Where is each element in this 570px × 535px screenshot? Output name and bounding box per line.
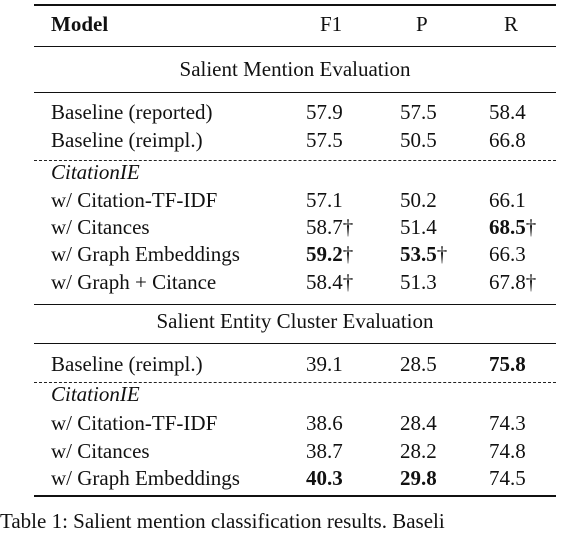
value-f1: 40.3 (306, 466, 343, 490)
cell-r (489, 126, 526, 154)
cell-f1 (306, 240, 353, 268)
model-name: w/ Citances (51, 439, 150, 463)
group-label-cluster (34, 380, 556, 408)
table-caption: Table 1: Salient mention classification results. Baseli (0, 509, 445, 533)
value-f1: 39.1 (306, 352, 343, 376)
section-title-cluster: Salient Entity Cluster Evaluation (156, 309, 434, 333)
section-rule-cluster (34, 343, 556, 344)
cell-p (400, 350, 437, 378)
value-f1: 59.2 (306, 242, 343, 266)
significance-mark: † (525, 270, 537, 294)
value-p: 51.3 (400, 270, 437, 294)
cell-r (489, 268, 536, 296)
group-label-text: CitationIE (51, 160, 140, 184)
cell-f1 (306, 437, 343, 465)
header-f1: F1 (320, 12, 343, 36)
model-name: Baseline (reimpl.) (51, 352, 203, 376)
model-name: w/ Citation-TF-IDF (51, 188, 218, 212)
top-rule (34, 4, 556, 6)
cell-f1 (306, 268, 353, 296)
value-p: 28.2 (400, 439, 437, 463)
value-r: 66.8 (489, 128, 526, 152)
value-p: 53.5 (400, 242, 437, 266)
cell-r (489, 98, 526, 126)
section-title-mention: Salient Mention Evaluation (179, 57, 411, 81)
value-r: 75.8 (489, 352, 526, 376)
cell-f1 (306, 350, 343, 378)
value-p: 50.2 (400, 188, 437, 212)
cell-p (400, 464, 437, 492)
group-label-mention (34, 158, 556, 186)
cell-p (400, 186, 437, 214)
value-p: 29.8 (400, 466, 437, 490)
cell-p (400, 409, 437, 437)
model-name: w/ Citation-TF-IDF (51, 411, 218, 435)
cell-f1 (306, 126, 343, 154)
cell-p (400, 126, 437, 154)
value-f1: 38.6 (306, 411, 343, 435)
value-p: 57.5 (400, 100, 437, 124)
value-r: 74.3 (489, 411, 526, 435)
model-name: w/ Graph Embeddings (51, 466, 240, 490)
value-p: 50.5 (400, 128, 437, 152)
cell-r (489, 186, 526, 214)
table-row (34, 464, 556, 492)
cell-r (489, 409, 526, 437)
cell-r (489, 464, 526, 492)
header-rule (34, 46, 556, 47)
table-row (34, 268, 556, 296)
cell-r (489, 350, 526, 378)
table-row (34, 350, 556, 378)
cell-p (400, 268, 437, 296)
group-label-text: CitationIE (51, 382, 140, 406)
cell-f1 (306, 186, 343, 214)
significance-mark: † (436, 242, 448, 266)
cell-p (400, 240, 447, 268)
value-f1: 57.5 (306, 128, 343, 152)
header-p: P (416, 12, 428, 36)
value-f1: 58.7 (306, 215, 343, 239)
table-row (34, 98, 556, 126)
cell-p (400, 437, 437, 465)
cell-p (400, 213, 437, 241)
significance-mark: † (342, 242, 354, 266)
bottom-rule (34, 495, 556, 497)
section-rule-mention (34, 92, 556, 93)
value-r: 66.1 (489, 188, 526, 212)
header-model: Model (51, 12, 109, 36)
value-f1: 57.1 (306, 188, 343, 212)
model-name: w/ Graph + Citance (51, 270, 217, 294)
header-r: R (504, 12, 519, 36)
model-name: w/ Graph Embeddings (51, 242, 240, 266)
value-p: 51.4 (400, 215, 437, 239)
significance-mark: † (342, 270, 354, 294)
cell-f1 (306, 98, 343, 126)
value-r: 68.5 (489, 215, 526, 239)
value-f1: 57.9 (306, 100, 343, 124)
value-p: 28.4 (400, 411, 437, 435)
table-row (34, 409, 556, 437)
value-r: 66.3 (489, 242, 526, 266)
table-row (34, 126, 556, 154)
value-p: 28.5 (400, 352, 437, 376)
model-name: Baseline (reimpl.) (51, 128, 203, 152)
cell-f1 (306, 464, 343, 492)
cell-r (489, 213, 536, 241)
table-row (34, 240, 556, 268)
value-f1: 58.4 (306, 270, 343, 294)
value-r: 74.8 (489, 439, 526, 463)
cell-f1 (306, 213, 353, 241)
significance-mark: † (342, 215, 354, 239)
table-row (34, 437, 556, 465)
cell-f1 (306, 409, 343, 437)
value-f1: 38.7 (306, 439, 343, 463)
header-row (34, 10, 556, 38)
value-r: 74.5 (489, 466, 526, 490)
cell-r (489, 240, 526, 268)
section-rule-top-cluster (34, 304, 556, 305)
model-name: Baseline (reported) (51, 100, 213, 124)
value-r: 58.4 (489, 100, 526, 124)
cell-r (489, 437, 526, 465)
model-name: w/ Citances (51, 215, 150, 239)
table-row (34, 186, 556, 214)
value-r: 67.8 (489, 270, 526, 294)
significance-mark: † (525, 215, 537, 239)
table-row (34, 213, 556, 241)
cell-p (400, 98, 437, 126)
